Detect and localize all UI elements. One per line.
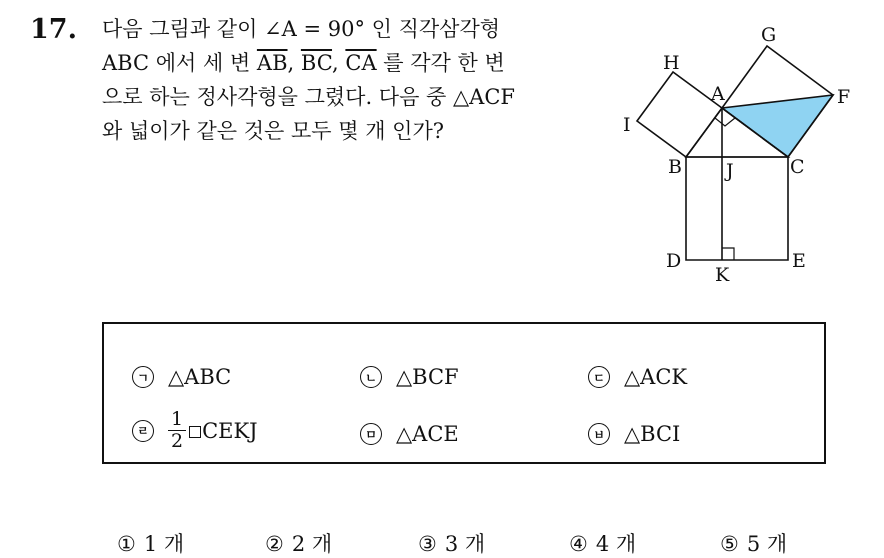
separator-2: , bbox=[332, 51, 346, 75]
stem-line-3: 으로 하는 정사각형을 그렸다. 다음 중 △ACF bbox=[102, 85, 515, 109]
label-g: G bbox=[761, 24, 777, 46]
choice-item bbox=[360, 365, 459, 389]
choice-item bbox=[588, 422, 680, 446]
stem-line-4: 와 넓이가 같은 것은 모두 몇 개 인가? bbox=[102, 119, 444, 143]
answer-option-4[interactable] bbox=[569, 528, 636, 558]
right-angle-mark-a bbox=[715, 118, 735, 126]
square-on-bc bbox=[686, 157, 788, 260]
label-b: B bbox=[668, 156, 682, 178]
answer-number: ② bbox=[265, 532, 284, 556]
fraction-denominator: 2 bbox=[171, 430, 184, 452]
stem-line-1: 다음 그림과 같이 ∠A = 90° 인 직각삼각형 bbox=[102, 17, 501, 41]
answer-number: ① bbox=[117, 532, 136, 556]
label-i: I bbox=[623, 114, 631, 136]
answer-option-1[interactable] bbox=[117, 528, 184, 558]
fraction-one-half bbox=[168, 409, 186, 452]
question-stem bbox=[102, 12, 622, 148]
figure-svg bbox=[618, 15, 858, 295]
stem-line-2-end: 를 각각 한 변 bbox=[376, 51, 505, 75]
choice-marker: ㄱ bbox=[132, 366, 154, 388]
answer-number: ③ bbox=[418, 532, 437, 556]
choice-text: △BCF bbox=[396, 365, 459, 389]
choice-marker: ㄴ bbox=[360, 366, 382, 388]
segment-bc: $\overline{BC}$ bbox=[300, 51, 333, 75]
choice-item bbox=[132, 409, 258, 452]
choice-marker: ㅁ bbox=[360, 423, 382, 445]
question-number: 17. bbox=[30, 14, 77, 45]
choice-marker: ㅂ bbox=[588, 423, 610, 445]
answer-text: 3 개 bbox=[444, 532, 486, 556]
stem-line-2-start: ABC 에서 세 변 bbox=[102, 51, 257, 75]
square-on-ab bbox=[637, 72, 722, 157]
choice-text: △ABC bbox=[168, 365, 232, 389]
choice-text: △ACE bbox=[396, 422, 459, 446]
choice-text: △BCI bbox=[624, 422, 681, 446]
fraction-numerator: 1 bbox=[168, 409, 186, 431]
segment-ab: $\overline{AB}$ bbox=[256, 51, 288, 75]
label-j: J bbox=[726, 160, 734, 182]
choice-text: CEKJ bbox=[202, 418, 258, 443]
choice-marker: ㄷ bbox=[588, 366, 610, 388]
answer-option-2[interactable] bbox=[265, 528, 332, 558]
label-f: F bbox=[837, 86, 851, 108]
square-symbol-icon bbox=[189, 426, 201, 438]
choice-item bbox=[132, 365, 231, 389]
choice-item bbox=[588, 365, 687, 389]
answer-text: 1 개 bbox=[143, 532, 185, 556]
label-k: K bbox=[715, 264, 730, 286]
separator-1: , bbox=[287, 51, 301, 75]
segment-ca: $\overline{CA}$ bbox=[345, 51, 377, 75]
answer-text: 2 개 bbox=[291, 532, 333, 556]
answer-text: 5 개 bbox=[746, 532, 788, 556]
choice-text: △ACK bbox=[624, 365, 688, 389]
right-angle-mark-k bbox=[722, 248, 734, 260]
label-a: A bbox=[711, 83, 725, 105]
answer-number: ⑤ bbox=[720, 532, 739, 556]
label-d: D bbox=[666, 250, 682, 272]
answer-option-3[interactable] bbox=[418, 528, 485, 558]
choice-item bbox=[360, 422, 459, 446]
choice-marker: ㄹ bbox=[132, 420, 154, 442]
label-h: H bbox=[663, 52, 680, 74]
label-e: E bbox=[792, 250, 806, 272]
shaded-triangle-acf bbox=[722, 95, 833, 157]
answer-option-5[interactable] bbox=[720, 528, 787, 558]
answer-text: 4 개 bbox=[595, 532, 637, 556]
geometry-figure bbox=[618, 15, 858, 295]
stem-line-2 bbox=[102, 46, 622, 80]
label-c: C bbox=[790, 156, 805, 178]
answer-number: ④ bbox=[569, 532, 588, 556]
